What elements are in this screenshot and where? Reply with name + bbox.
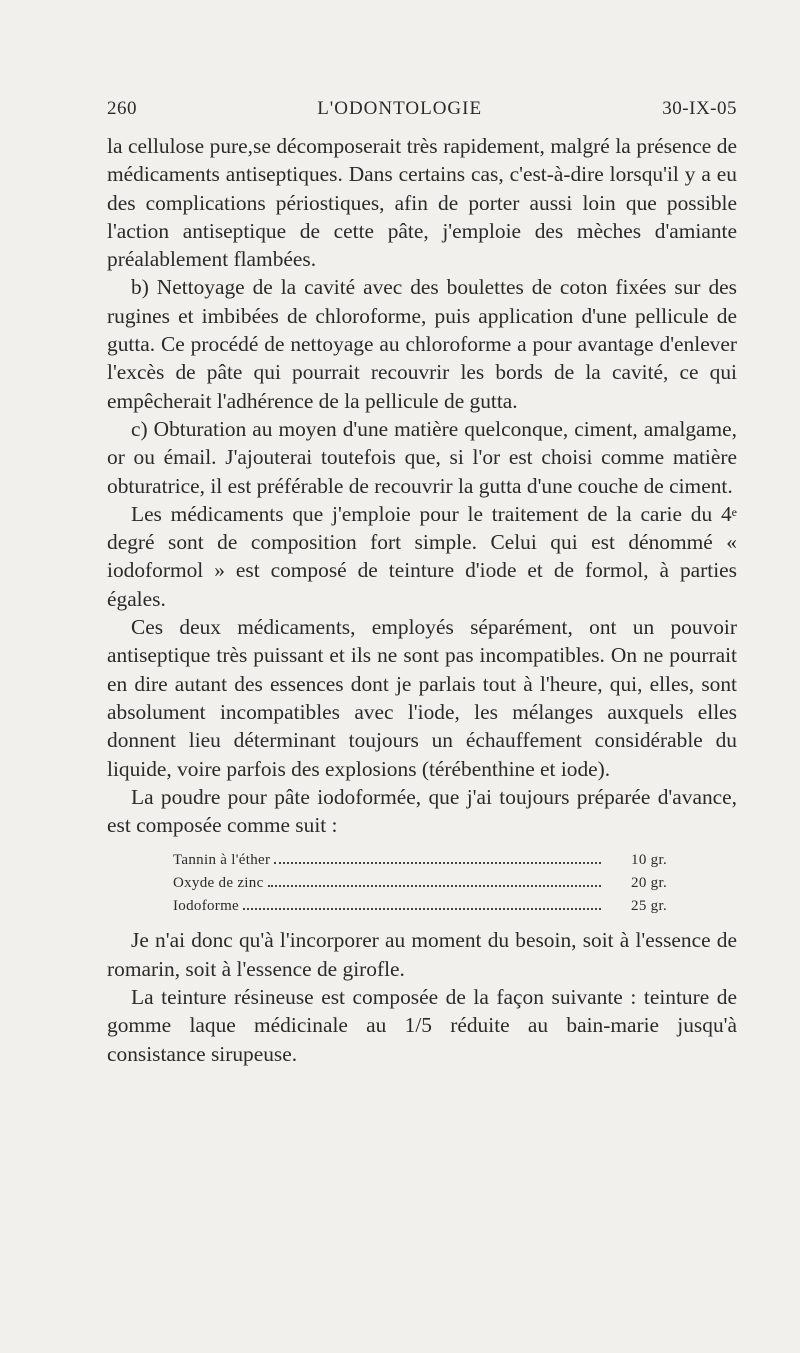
recipe-list [173, 849, 667, 918]
paragraph-5: Ces deux médicaments, employés séparément, ont un pouvoir antiseptique très puissant et ils ne sont pas incompatibles. On ne pourrait en dire autant des essences dont je parlais tout à l'heure, qui, elles, sont absolument incompatibles avec l'iode, les mélanges auxquels elles donnent lieu déterminant toujours un échauffement considérable du liquide, voire parfois des explosions (térébenthine et iode). [107, 615, 737, 781]
ordinal-superscript: e [731, 504, 737, 519]
journal-title: L'ODONTOLOGIE [317, 98, 483, 119]
book-page [107, 98, 737, 1068]
body-text [107, 132, 737, 1068]
leader-dots [243, 908, 601, 910]
running-header [107, 98, 737, 132]
ingredient-name: Oxyde de zinc [173, 875, 264, 892]
ingredient-quantity: 25 gr. [631, 898, 667, 915]
recipe-row [173, 849, 667, 872]
ingredient-name: Iodoforme [173, 898, 240, 915]
leader-dots [268, 885, 601, 887]
paragraph-2: b) Nettoyage de la cavité avec des boulettes de coton fixées sur des rugines et imbibées de chloroforme, puis application d'une pellicule de gutta. Ce procédé de nettoyage au chloroforme a pour avantage d'enlever l'excès de pâte qui pourrait recouvrir les bords de la cavité, ce qui empêcherait l'adhérence de la pellicule de gutta. [107, 275, 737, 413]
ingredient-quantity: 20 gr. [631, 875, 667, 892]
paragraph-8: La teinture résineuse est composée de la façon suivante : teinture de gomme laque médicinale au 1/5 réduite au bain-marie jusqu'à consistance sirupeuse. [107, 985, 737, 1066]
recipe-row [173, 895, 667, 918]
paragraph-4-end: degré sont de composition fort simple. Celui qui est dénommé « iodoformol » est composé de teinture d'iode et de formol, à parties égales. [107, 530, 737, 611]
paragraph-4 [107, 500, 737, 613]
paragraph-1: la cellulose pure,se décomposerait très rapidement, malgré la présence de médicaments antiseptiques. Dans certains cas, c'est-à-dire lorsqu'il y a eu des complications périostiques, afin de porter aussi loin que possible l'action antiseptique de cette pâte, j'emploie des mèches d'amiante préalablement flambées. [107, 134, 737, 272]
paragraph-4-start: Les médicaments que j'emploie pour le traitement de la carie du 4 [131, 501, 732, 526]
page-number: 260 [107, 98, 137, 119]
ingredient-name: Tannin à l'éther [173, 852, 271, 869]
recipe-row [173, 872, 667, 895]
issue-date: 30-IX-05 [662, 98, 737, 119]
paragraph-7: Je n'ai donc qu'à l'incorporer au moment du besoin, soit à l'essence de romarin, soit à l'essence de girofle. [107, 928, 737, 981]
paragraph-6: La poudre pour pâte iodoformée, que j'ai toujours préparée d'avance, est composée comme suit : [107, 784, 737, 838]
ingredient-quantity: 10 gr. [631, 852, 667, 869]
paragraph-3: c) Obturation au moyen d'une matière quelconque, ciment, amalgame, or ou émail. J'ajouterai toutefois que, si l'or est choisi comme matière obturatrice, il est préférable de recouvrir la gutta d'une couche de ciment. [107, 416, 737, 498]
leader-dots [274, 862, 601, 864]
